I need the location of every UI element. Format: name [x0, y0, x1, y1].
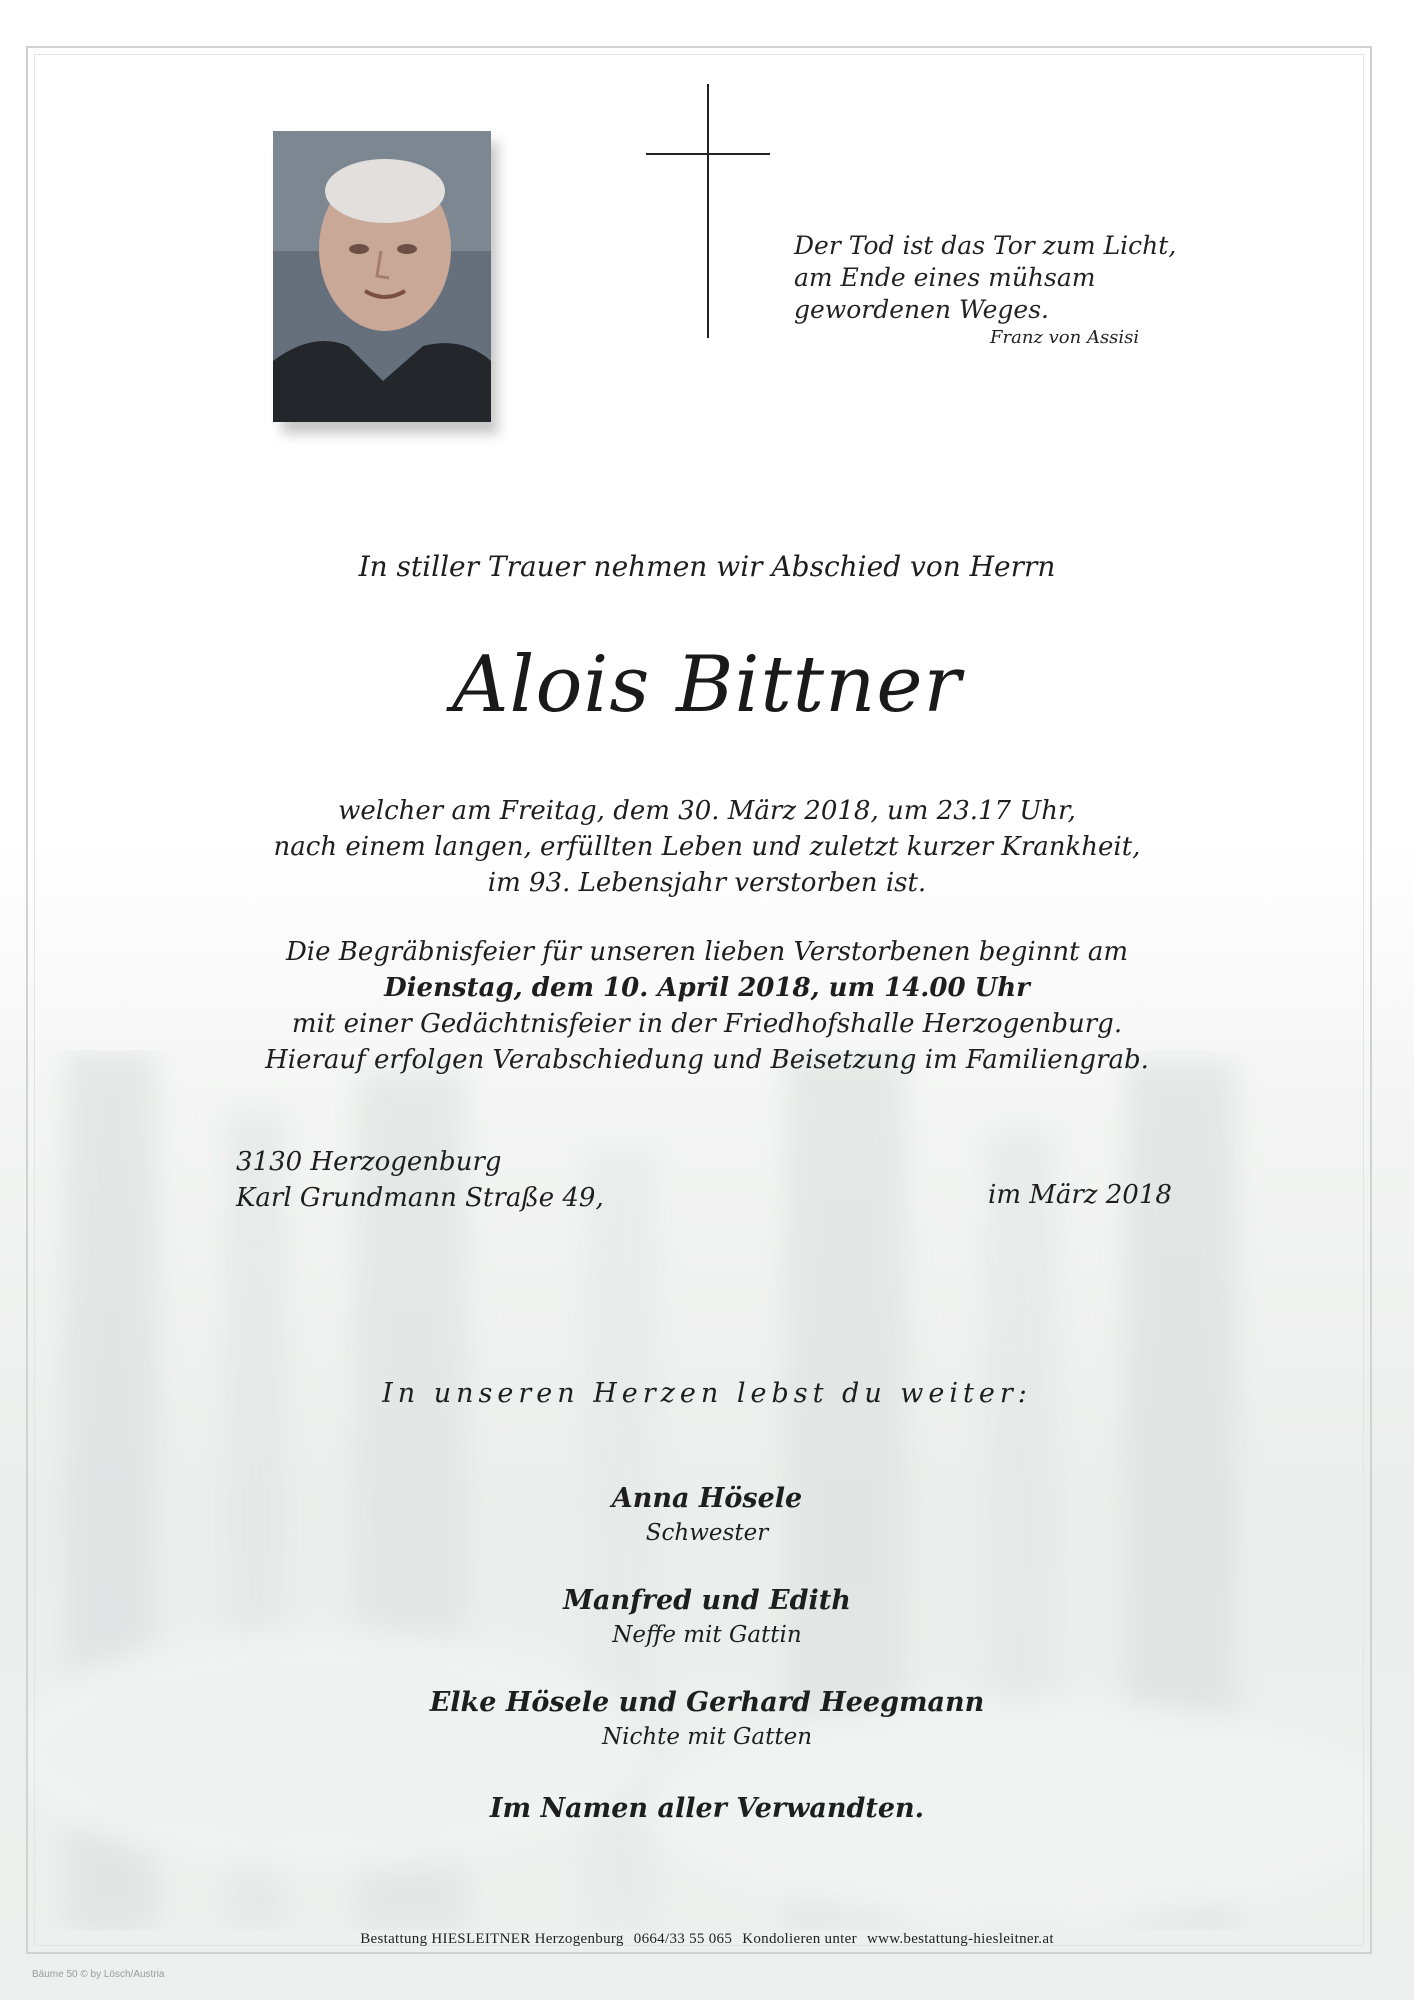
address-line: 3130 Herzogenburg — [236, 1147, 502, 1177]
mourner-name: Manfred und Edith — [563, 1585, 851, 1616]
cross-icon — [646, 84, 770, 338]
closing-line: Im Namen aller Verwandten. — [489, 1793, 925, 1824]
mourner-relation: Nichte mit Gatten — [601, 1724, 813, 1750]
mourner-name: Elke Hösele und Gerhard Heegmann — [429, 1687, 985, 1718]
intro-line: In stiller Trauer nehmen wir Abschied von Herrn — [358, 550, 1056, 583]
funeral-line: Hierauf erfolgen Verabschiedung und Beisetzung im Familiengrab. — [265, 1045, 1149, 1075]
death-notice-line: nach einem langen, erfüllten Leben und zuletzt kurzer Krankheit, — [273, 832, 1141, 862]
mourner-name: Anna Hösele — [611, 1483, 803, 1514]
place-date: im März 2018 — [988, 1180, 1172, 1210]
image-credit: Bäume 50 © by Lösch/Austria — [32, 1969, 165, 1980]
mourner-relation: Neffe mit Gattin — [612, 1622, 802, 1648]
footer — [0, 1931, 1414, 1948]
death-notice — [0, 793, 1414, 901]
death-notice-line: welcher am Freitag, dem 30. März 2018, um 23.17 Uhr, — [338, 796, 1076, 826]
funeral-notice — [0, 934, 1414, 1078]
footer-website-link[interactable]: www.bestattung-hiesleitner.at — [866, 1931, 1054, 1947]
quote-line: am Ende eines mühsam — [794, 263, 1096, 292]
address — [236, 1144, 604, 1216]
footer-company: Bestattung HIESLEITNER Herzogenburg — [360, 1931, 624, 1947]
footer-phone: 0664/33 55 065 — [633, 1931, 733, 1947]
footer-condolence: Kondolieren unter — [742, 1931, 857, 1947]
quote-line: Der Tod ist das Tor zum Licht, — [794, 231, 1177, 260]
funeral-line: mit einer Gedächtnisfeier in der Friedhofshalle Herzogenburg. — [291, 1009, 1123, 1039]
mourner-relation: Schwester — [645, 1520, 769, 1546]
portrait-photo — [273, 131, 491, 422]
address-line: Karl Grundmann Straße 49, — [236, 1183, 604, 1213]
quote-line: gewordenen Weges. — [794, 295, 1049, 324]
quote-author: Franz von Assisi — [990, 327, 1140, 348]
funeral-date: Dienstag, dem 10. April 2018, um 14.00 Uhr — [384, 973, 1030, 1003]
funeral-line: Die Begräbnisfeier für unseren lieben Verstorbenen beginnt am — [285, 937, 1129, 967]
quote-text — [794, 230, 1176, 326]
death-notice-line: im 93. Lebensjahr verstorben ist. — [487, 868, 927, 898]
deceased-name: Alois Bittner — [452, 640, 962, 730]
heart-line: In unseren Herzen lebst du weiter: — [382, 1378, 1032, 1409]
